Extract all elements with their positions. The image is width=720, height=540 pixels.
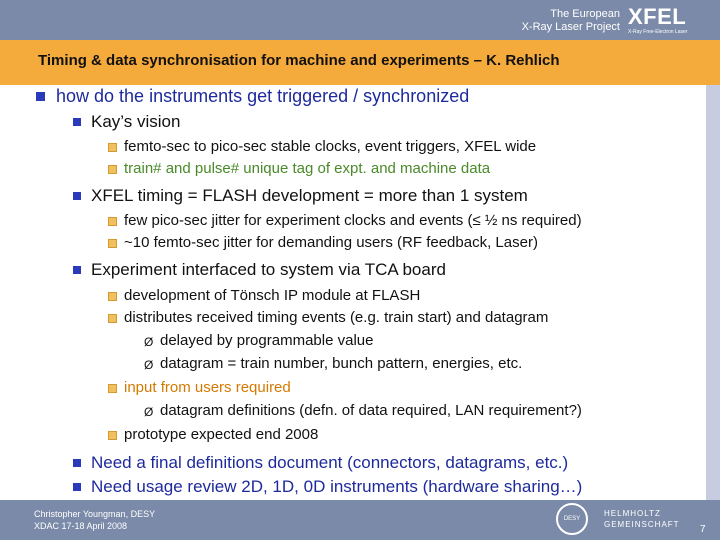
bullet-item: input from users required bbox=[124, 379, 291, 396]
xfel-logo: XFEL bbox=[628, 4, 687, 29]
bullet-item: Experiment interfaced to system via TCA board bbox=[91, 260, 446, 279]
bullet-item: ~10 femto-sec jitter for demanding users (RF feedback, Laser) bbox=[124, 234, 538, 251]
org-line2: X-Ray Laser Project bbox=[521, 21, 620, 33]
bullet-item: how do the instruments get triggered / synchronized bbox=[56, 86, 470, 106]
bullet-marker bbox=[108, 431, 117, 440]
bullet-marker bbox=[73, 192, 81, 200]
slide-title: Timing & data synchronisation for machine and experiments – K. Rehlich bbox=[38, 52, 560, 69]
bullet-item: Need a final definitions document (connectors, datagrams, etc.) bbox=[91, 453, 569, 472]
page-number: 7 bbox=[700, 524, 706, 535]
org-name bbox=[468, 8, 620, 34]
arrow-icon: Ø bbox=[144, 335, 154, 349]
bullet-marker bbox=[73, 459, 81, 467]
bullet-marker bbox=[108, 292, 117, 301]
desy-logo: DESY bbox=[556, 503, 588, 535]
bullet-item: femto-sec to pico-sec stable clocks, event triggers, XFEL wide bbox=[124, 138, 537, 155]
bullet-item: XFEL timing = FLASH development = more than 1 system bbox=[91, 186, 528, 205]
right-sidebar-strip bbox=[706, 85, 720, 500]
arrow-icon: Ø bbox=[144, 405, 154, 419]
bullet-item: prototype expected end 2008 bbox=[124, 426, 319, 443]
bullet-marker bbox=[108, 143, 117, 152]
bullet-marker bbox=[73, 483, 81, 491]
footer-event: XDAC 17-18 April 2008 bbox=[34, 521, 128, 531]
bullet-item: delayed by programmable value bbox=[160, 332, 374, 349]
helmholtz-line1: HELMHOLTZ bbox=[604, 509, 661, 518]
bullet-marker bbox=[108, 384, 117, 393]
org-line1: The European bbox=[550, 8, 620, 20]
bullet-item: datagram definitions (defn. of data required, LAN requirement?) bbox=[160, 402, 582, 419]
bullet-item: Need usage review 2D, 1D, 0D instruments (hardware sharing…) bbox=[91, 477, 583, 496]
bullet-marker bbox=[108, 165, 117, 174]
bullet-item: few pico-sec jitter for experiment clocks and events (≤ ½ ns required) bbox=[124, 212, 582, 229]
bullet-item: datagram = train number, bunch pattern, energies, etc. bbox=[160, 355, 523, 372]
helmholtz-line2: GEMEINSCHAFT bbox=[604, 520, 680, 529]
bullet-marker bbox=[36, 92, 45, 101]
xfel-logo-subtitle: X-Ray Free-Electron Laser bbox=[628, 29, 688, 35]
arrow-icon: Ø bbox=[144, 358, 154, 372]
bullet-item: development of Tönsch IP module at FLASH bbox=[124, 287, 421, 304]
bullet-marker bbox=[73, 266, 81, 274]
footer-author: Christopher Youngman, DESY bbox=[34, 509, 156, 519]
bullet-item: train# and pulse# unique tag of expt. and machine data bbox=[124, 160, 491, 177]
bullet-marker bbox=[73, 118, 81, 126]
bullet-marker bbox=[108, 239, 117, 248]
bullet-marker bbox=[108, 314, 117, 323]
helmholtz-logo bbox=[604, 508, 680, 530]
bullet-item: distributes received timing events (e.g. train start) and datagram bbox=[124, 309, 549, 326]
bullet-marker bbox=[108, 217, 117, 226]
bullet-item: Kay’s vision bbox=[91, 112, 181, 131]
footer-credit bbox=[34, 508, 155, 532]
